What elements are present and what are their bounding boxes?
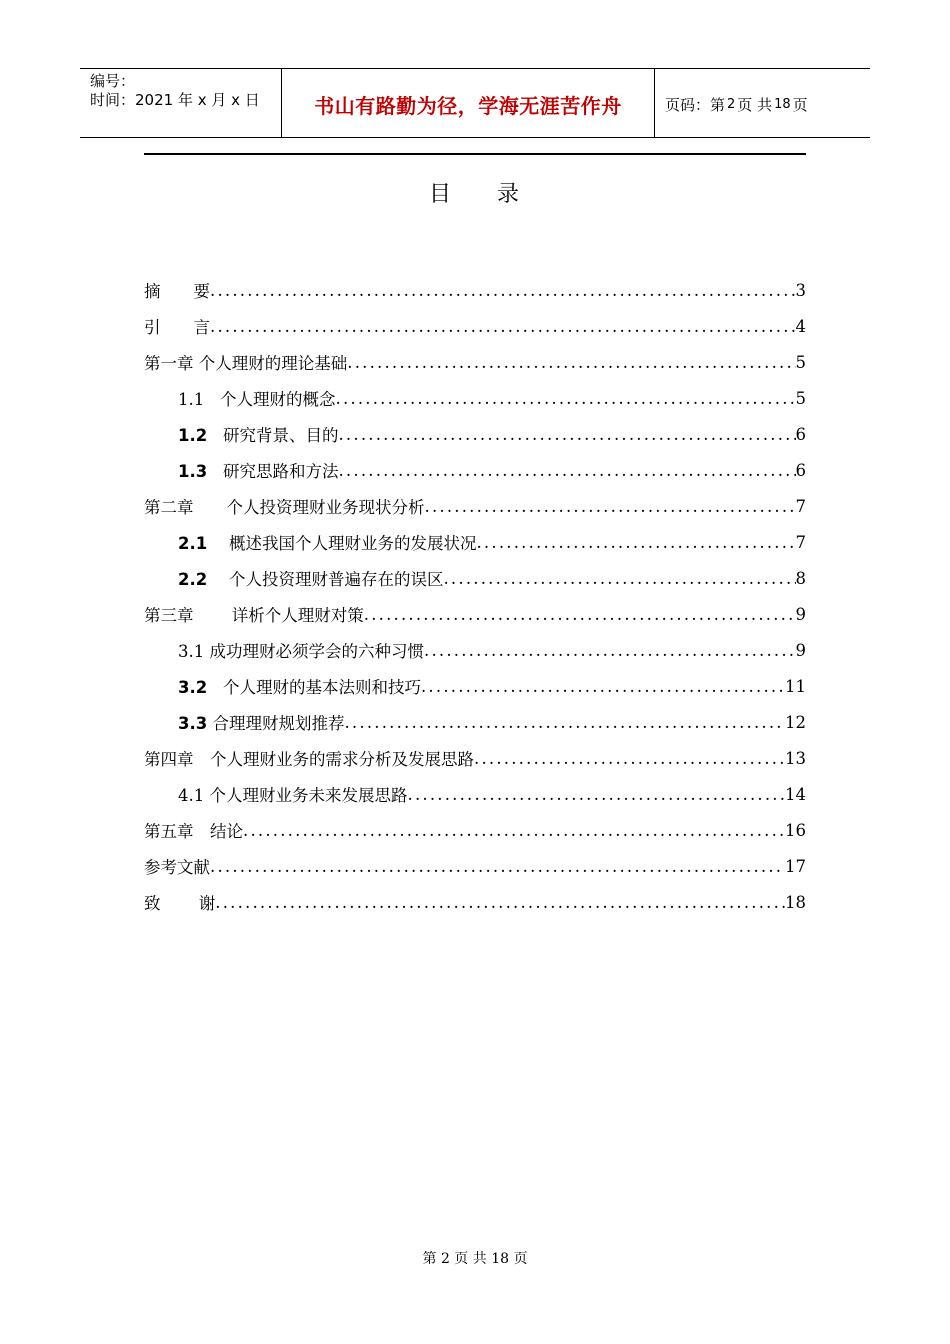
toc-entry-page: 14: [785, 784, 806, 804]
toc-entry-text: 致 谢: [144, 894, 216, 913]
toc-entry-label: [178, 422, 338, 446]
toc-entry-text: 研究背景、目的: [207, 426, 339, 445]
toc-entry-label: [178, 566, 443, 590]
toc-dot-leader: [344, 713, 785, 732]
toc-entry-page: 3: [795, 280, 806, 300]
toc-dot-leader: [443, 569, 795, 588]
toc-entry-number: 1.2: [178, 426, 208, 445]
toc-entry-text: 概述我国个人理财业务的发展状况: [207, 534, 477, 553]
toc-entry-page: 17: [785, 856, 806, 876]
toc-entry-page: 18: [785, 892, 806, 912]
toc-entry-label: [178, 710, 344, 734]
toc-entry-label: [144, 314, 210, 338]
toc-dot-leader: [336, 389, 796, 408]
toc-entry-number: 3.1: [178, 642, 205, 661]
toc-entry-text: 研究思路和方法: [207, 462, 339, 481]
toc-entry[interactable]: [144, 812, 806, 848]
toc-entry-label: [144, 278, 210, 302]
toc-entry[interactable]: [144, 848, 806, 884]
toc-entry-label: [178, 674, 421, 698]
toc-entry-page: 9: [795, 640, 806, 660]
toc-dot-leader: [424, 641, 796, 660]
toc-entry-number: 第四章: [144, 750, 194, 769]
toc-entry[interactable]: [144, 344, 806, 380]
toc-entry-page: 11: [785, 676, 806, 696]
toc-entry-text: 结论: [193, 822, 243, 841]
toc-dot-leader: [210, 281, 796, 300]
page-suffix: 页: [792, 95, 808, 114]
header-rule: [144, 153, 806, 155]
title-char-right: 录: [497, 182, 522, 207]
toc-entry-page: 13: [785, 748, 806, 768]
toc-entry-number: 4.1: [178, 786, 205, 805]
toc-entry-page: 6: [795, 424, 806, 444]
toc-entry-text: 参考文献: [144, 858, 210, 877]
toc-entry-number: 2.2: [178, 570, 208, 589]
toc-entry-page: 6: [795, 460, 806, 480]
toc-entry-label: [144, 746, 474, 770]
toc-entry-page: 8: [795, 568, 806, 588]
toc-entry-number: 3.3: [178, 714, 208, 733]
toc-entry-text: 个人理财业务的需求分析及发展思路: [193, 750, 474, 769]
toc-entry[interactable]: [144, 272, 806, 308]
toc-entry[interactable]: [144, 560, 806, 596]
toc-entry-text: 个人投资理财普遍存在的误区: [207, 570, 444, 589]
toc-entry-label: [144, 818, 243, 842]
toc-entry-text: 引 言: [144, 318, 210, 337]
toc-entry[interactable]: [144, 632, 806, 668]
toc-dot-leader: [408, 785, 786, 804]
toc-entry[interactable]: [144, 596, 806, 632]
toc-entry-text: 个人理财的理论基础: [193, 354, 348, 373]
toc-dot-leader: [338, 425, 795, 444]
page-prefix: 页码：第: [665, 95, 726, 114]
toc-entry[interactable]: [144, 740, 806, 776]
toc-entry-number: 1.3: [178, 462, 208, 481]
toc-entry-text: 个人理财的概念: [204, 390, 336, 409]
page-mid: 页 共: [737, 95, 773, 114]
toc-entry-number: 第一章: [144, 354, 194, 373]
toc-entry-label: [144, 890, 215, 914]
serial-label: 编号：: [90, 72, 136, 90]
toc-entry-label: [144, 854, 210, 878]
toc-entry-number: 1.1: [178, 390, 205, 409]
toc-entry-page: 5: [795, 388, 806, 408]
toc-entry[interactable]: [144, 308, 806, 344]
toc-entry-page: 7: [795, 532, 806, 552]
page-current: 2: [727, 96, 736, 112]
toc-dot-leader: [421, 677, 785, 696]
toc-dot-leader: [364, 605, 796, 624]
toc-entry[interactable]: [144, 884, 806, 920]
toc-entry-label: [178, 386, 336, 410]
toc-dot-leader: [338, 461, 795, 480]
toc-entry-text: 摘 要: [144, 282, 210, 301]
toc-entry-label: [144, 494, 425, 518]
toc-entry-label: [178, 458, 338, 482]
toc-entry-text: 个人理财业务未来发展思路: [204, 786, 408, 805]
document-header: [80, 68, 870, 138]
toc-entry-text: 个人投资理财业务现状分析: [193, 498, 425, 517]
toc-entry-page: 5: [795, 352, 806, 372]
toc-entry-text: 成功理财必须学会的六种习惯: [204, 642, 424, 661]
toc-entry-text: 详析个人理财对策: [193, 606, 364, 625]
header-motto-cell: [282, 69, 655, 137]
toc-dot-leader: [210, 857, 785, 876]
toc-entry-label: [178, 530, 476, 554]
toc-entry[interactable]: [144, 524, 806, 560]
header-page-cell: [655, 69, 870, 137]
toc-dot-leader: [474, 749, 785, 768]
page-total: 18: [774, 96, 791, 112]
toc-entry-number: 第二章: [144, 498, 194, 517]
toc-dot-leader: [215, 893, 785, 912]
toc-dot-leader: [347, 353, 795, 372]
toc-entry[interactable]: [144, 776, 806, 812]
toc-entry[interactable]: [144, 704, 806, 740]
time-label: 时间：2021 年 x 月 x 日: [90, 91, 260, 109]
toc-entry-number: 2.1: [178, 534, 208, 553]
toc-entry-label: [144, 350, 347, 374]
toc-entry[interactable]: [144, 380, 806, 416]
toc-entry-page: 7: [795, 496, 806, 516]
page-title: [0, 177, 950, 208]
toc-entry[interactable]: [144, 452, 806, 488]
toc-entry[interactable]: [144, 416, 806, 452]
toc-entry-number: 第三章: [144, 606, 194, 625]
toc-entry-page: 12: [785, 712, 806, 732]
toc-dot-leader: [210, 317, 796, 336]
toc-entry[interactable]: [144, 488, 806, 524]
toc-entry-number: 第五章: [144, 822, 194, 841]
toc-dot-leader: [476, 533, 795, 552]
toc-entry-page: 9: [795, 604, 806, 624]
toc-entry-label: [178, 638, 424, 662]
toc-entry-text: 个人理财的基本法则和技巧: [207, 678, 421, 697]
motto-text: 书山有路勤为径，学海无涯苦作舟: [314, 93, 622, 118]
toc-entry-number: 3.2: [178, 678, 208, 697]
toc-entry-page: 16: [785, 820, 806, 840]
toc-dot-leader: [425, 497, 796, 516]
header-meta-cell: [80, 69, 282, 137]
toc-entry-label: [144, 602, 364, 626]
page-footer: 第 2 页 共 18 页: [422, 1251, 528, 1267]
toc-dot-leader: [243, 821, 785, 840]
toc-entry-label: [178, 782, 408, 806]
toc-entry[interactable]: [144, 668, 806, 704]
toc-entry-text: 合理理财规划推荐: [207, 714, 345, 733]
title-char-left: 目: [428, 182, 453, 207]
toc-entry-page: 4: [795, 316, 806, 336]
